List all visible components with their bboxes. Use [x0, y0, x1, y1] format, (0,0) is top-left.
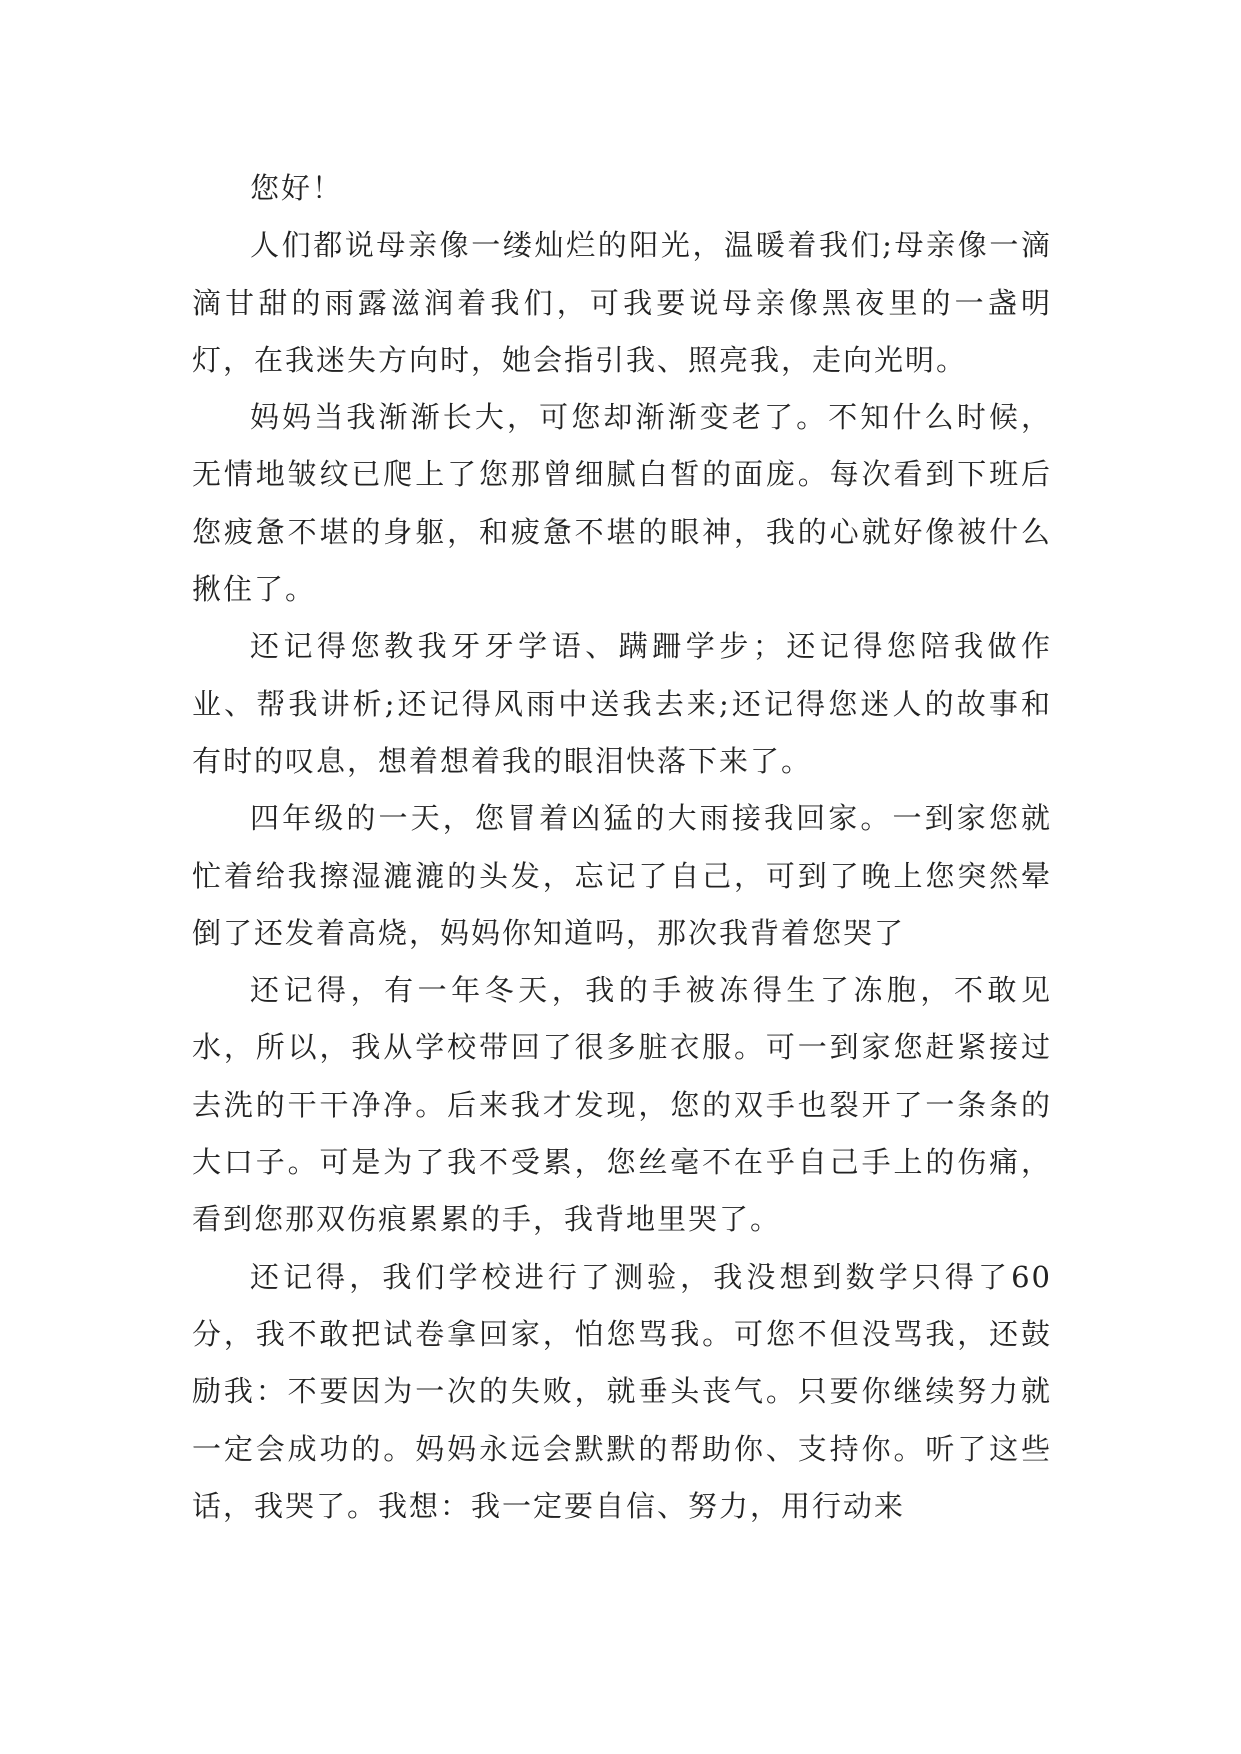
paragraph-4: 四年级的一天，您冒着凶猛的大雨接我回家。一到家您就忙着给我擦湿漉漉的头发，忘记了自己，可到了晚上您突然晕倒了还发着高烧，妈妈你知道吗，那次我背着您哭了	[192, 801, 1052, 950]
paragraph-1: 人们都说母亲像一缕灿烂的阳光，温暖着我们;母亲像一滴滴甘甜的雨露滋润着我们，可我要说母亲像黑夜里的一盏明灯，在我迷失方向时，她会指引我、照亮我，走向光明。	[192, 228, 1052, 377]
greeting-paragraph: 您好！	[250, 171, 344, 205]
letter-body	[192, 160, 1052, 1535]
paragraph-5: 还记得，有一年冬天，我的手被冻得生了冻胞，不敢见水，所以，我从学校带回了很多脏衣服。可一到家您赶紧接过去洗的干干净净。后来我才发现，您的双手也裂开了一条条的大口子。可是为了我不受累，您丝毫不在乎自己手上的伤痛，看到您那双伤痕累累的手，我背地里哭了。	[192, 973, 1052, 1237]
paragraph-3: 还记得您教我牙牙学语、蹒跚学步；还记得您陪我做作业、帮我讲析;还记得风雨中送我去来;还记得您迷人的故事和有时的叹息，想着想着我的眼泪快落下来了。	[192, 629, 1052, 778]
paragraph-2: 妈妈当我渐渐长大，可您却渐渐变老了。不知什么时候，无情地皱纹已爬上了您那曾细腻白皙的面庞。每次看到下班后您疲惫不堪的身躯，和疲惫不堪的眼神，我的心就好像被什么揪住了。	[192, 400, 1052, 607]
paragraph-6: 还记得，我们学校进行了测验，我没想到数学只得了60分，我不敢把试卷拿回家，怕您骂我。可您不但没骂我，还鼓励我：不要因为一次的失败，就垂头丧气。只要你继续努力就一定会成功的。妈妈永远会默默的帮助你、支持你。听了这些话，我哭了。我想：我一定要自信、努力，用行动来	[192, 1259, 1052, 1523]
